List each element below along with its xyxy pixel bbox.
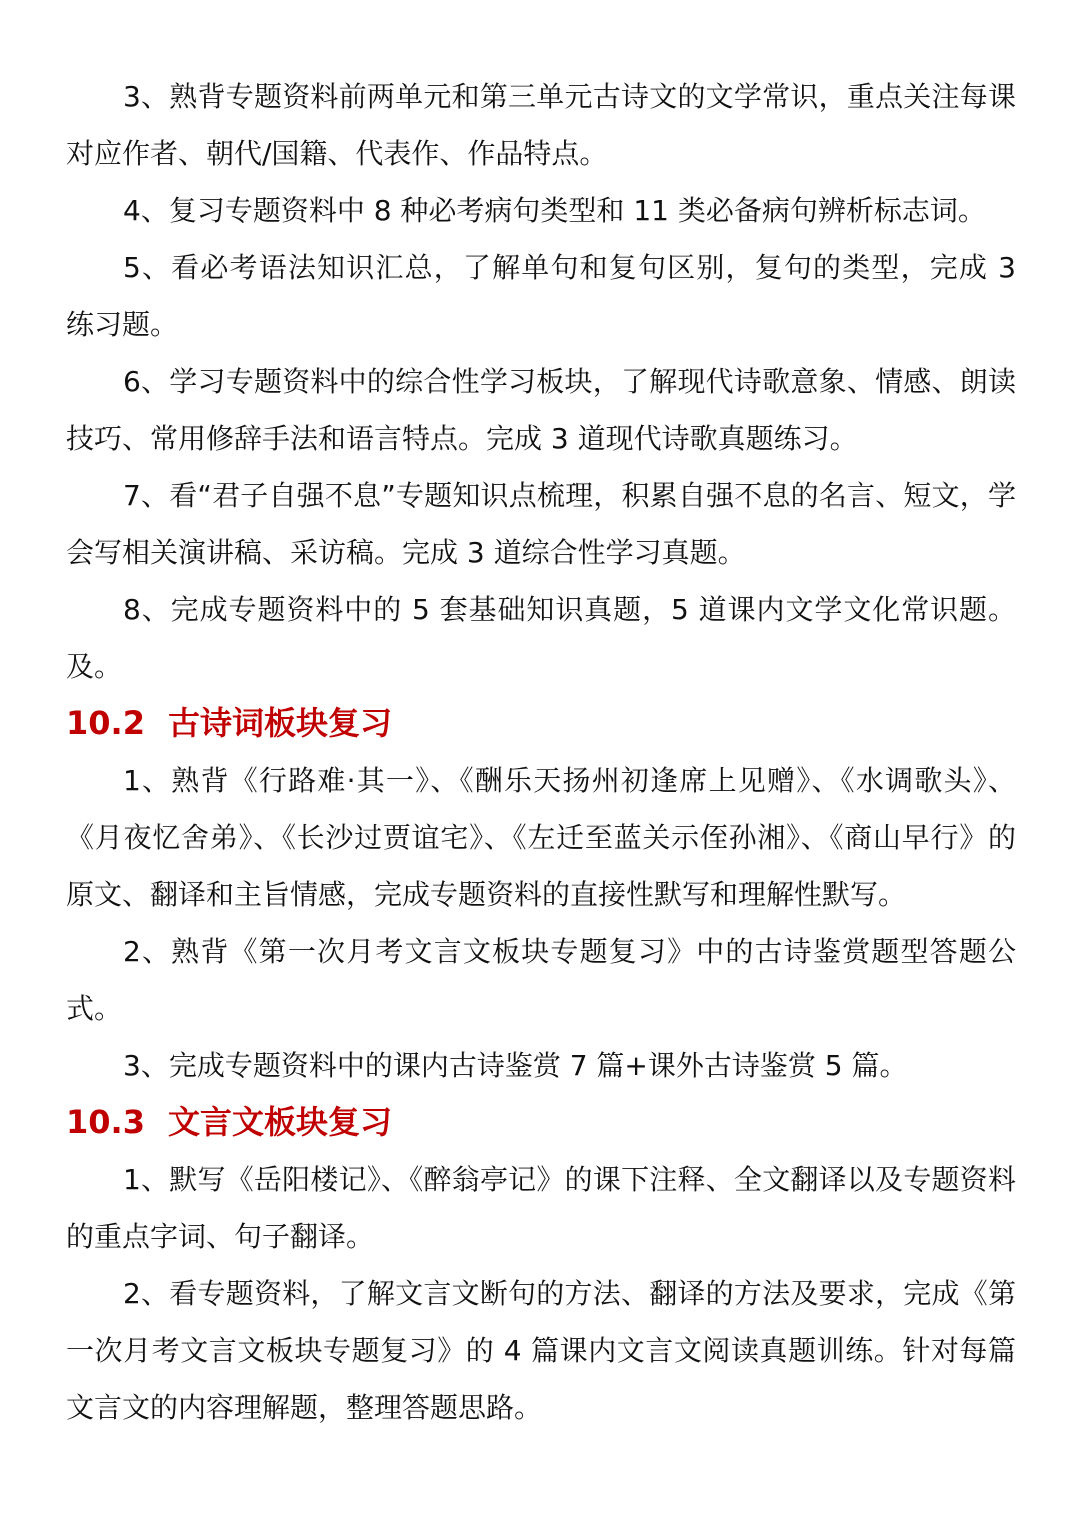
item-8-basic-knowledge: 8、完成专题资料中的 5 套基础知识真题，5 道课内文学文化常识题。及。 xyxy=(66,593,1016,683)
classical-item-1: 1、默写《岳阳楼记》、《醉翁亭记》的课下注释、全文翻译以及专题资料的重点字词、句子翻译。 xyxy=(66,1163,1016,1253)
item-6-poetry: 6、学习专题资料中的综合性学习板块，了解现代诗歌意象、情感、朗读技巧、常用修辞手法和语言特点。完成 3 道现代诗歌真题练习。 xyxy=(66,365,1016,455)
item-7-self-strengthening: 7、看“君子自强不息”专题知识点梳理，积累自强不息的名言、短文，学会写相关演讲稿、采访稿。完成 3 道综合性学习真题。 xyxy=(66,479,1016,569)
item-5-grammar: 5、看必考语法知识汇总，了解单句和复句区别，复句的类型，完成 3 练习题。 xyxy=(66,251,1016,341)
section-heading-10-3 xyxy=(66,1094,1016,1151)
section-number: 10.3 xyxy=(66,1103,145,1141)
item-3-literature: 3、熟背专题资料前两单元和第三单元古诗文的文学常识，重点关注每课对应作者、朝代/国籍、代表作、作品特点。 xyxy=(66,80,1016,170)
section-heading-10-2 xyxy=(66,695,1016,752)
document-page xyxy=(66,68,1016,1436)
section-number: 10.2 xyxy=(66,704,145,742)
poetry-item-1: 1、熟背《行路难·其一》、《酬乐天扬州初逢席上见赠》、《水调歌头》、《月夜忆舍弟》、《长沙过贾谊宅》、《左迁至蓝关示侄孙湘》、《商山早行》的原文、翻译和主旨情感，完成专题资料的直接性默写和理解性默写。 xyxy=(66,764,1016,911)
poetry-item-2: 2、熟背《第一次月考文言文板块专题复习》中的古诗鉴赏题型答题公式。 xyxy=(66,935,1016,1025)
section-title: 古诗词板块复习 xyxy=(168,704,393,742)
section-title: 文言文板块复习 xyxy=(168,1103,393,1141)
poetry-item-3: 3、完成专题资料中的课内古诗鉴赏 7 篇+课外古诗鉴赏 5 篇。 xyxy=(123,1049,908,1082)
item-4-sentence-errors: 4、复习专题资料中 8 种必考病句类型和 11 类必备病句辨析标志词。 xyxy=(123,194,986,227)
classical-item-2: 2、看专题资料，了解文言文断句的方法、翻译的方法及要求，完成《第一次月考文言文板块专题复习》的 4 篇课内文言文阅读真题训练。针对每篇文言文的内容理解题，整理答题思路。 xyxy=(66,1277,1016,1424)
